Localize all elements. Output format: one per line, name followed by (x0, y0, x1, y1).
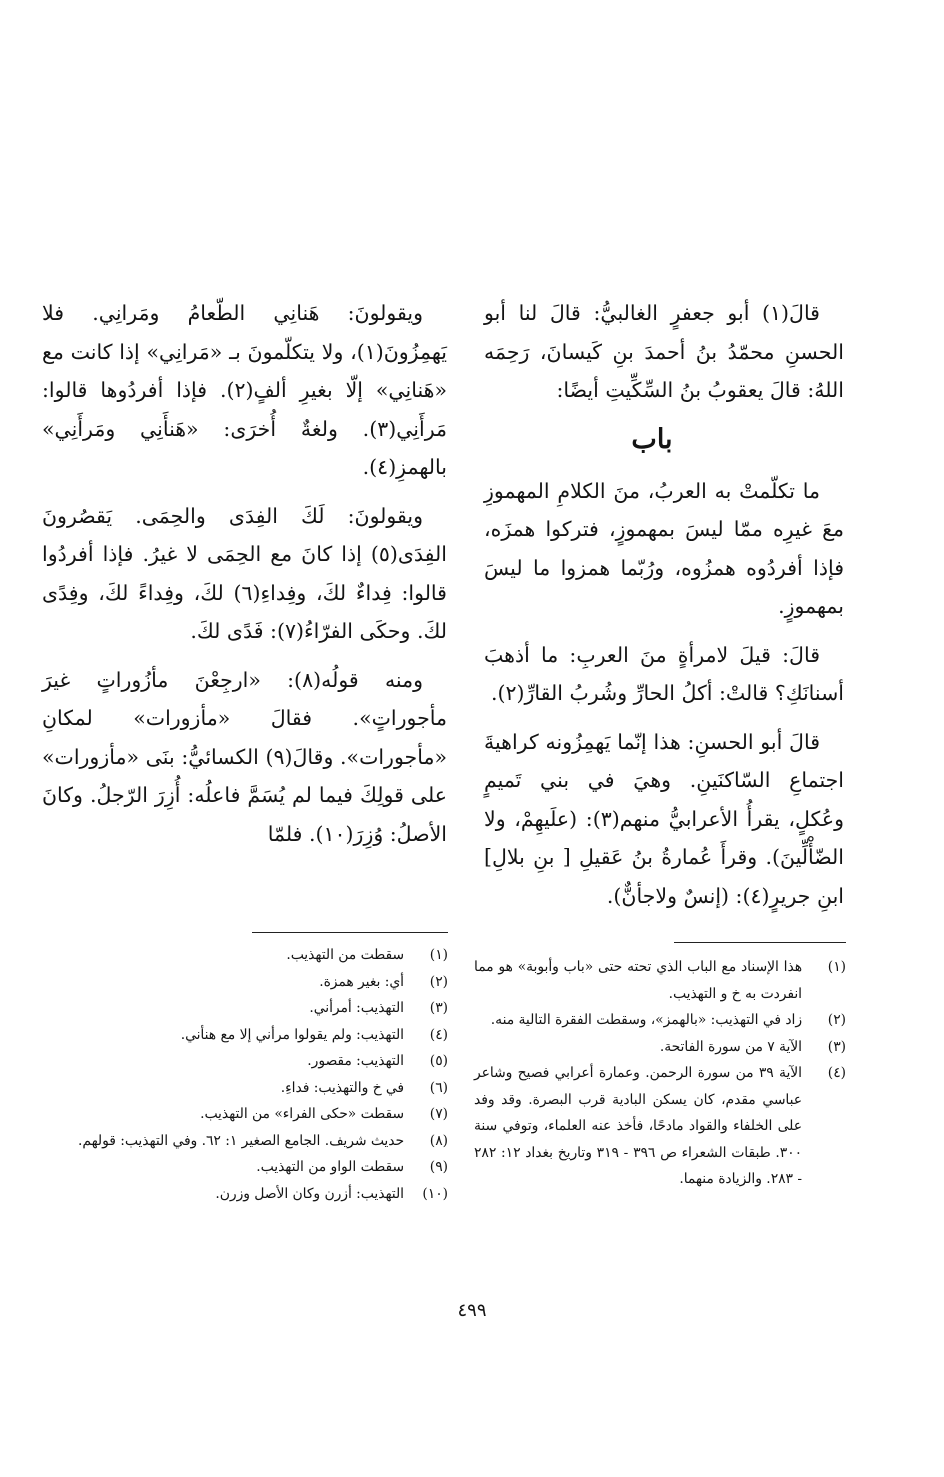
footnote-text: الآية ٧ من سورة الفاتحة. (659, 1038, 802, 1055)
left-column (42, 294, 447, 863)
footnote-divider (674, 942, 846, 943)
footnotes-left (40, 942, 448, 1207)
right-column (484, 294, 844, 925)
footnote (40, 1101, 448, 1128)
footnote (40, 1048, 448, 1075)
footnote-number: (١) (827, 959, 846, 975)
footnote (40, 1128, 448, 1155)
footnote (40, 995, 448, 1022)
footnote-text: في خ والتهذيب: فداءِ. (280, 1079, 404, 1096)
footnote-number: (٤) (827, 1065, 846, 1081)
footnote-text: سقطت من التهذيب. (286, 947, 404, 963)
footnote (40, 969, 448, 996)
footnote (40, 1022, 448, 1049)
footnote-text: التهذيب: أزرن وكان الأصل وزرن. (215, 1185, 404, 1202)
footnote-text: التهذيب: ولم يقولوا مرأني إلا مع هنأني. (180, 1026, 404, 1043)
footnote-number: (١٠) (422, 1185, 448, 1202)
footnote-number: (٤) (429, 1026, 448, 1043)
footnote-divider (252, 932, 448, 933)
footnote-number: (٥) (429, 1053, 448, 1069)
footnote-number: (٩) (429, 1159, 448, 1175)
footnote (40, 1154, 448, 1181)
footnote-text: أي: بغير همزة. (319, 973, 404, 990)
footnote-number: (٨) (429, 1132, 448, 1149)
footnote (474, 1034, 846, 1061)
page-number: ٤٩٩ (457, 1300, 487, 1321)
footnote (40, 1181, 448, 1208)
footnote-number: (٦) (429, 1079, 448, 1096)
paragraph: قالَ أبو الحسنِ: هذا إنّما يَهمِزُونه كراهيةَ اجتماعِ السّاكنَينِ. وهيَ في بني تَميمٍ وعُكلٍ، يقرأُ الأعرابيُّ منهم(٣): (علَيهِمْ، ولا الضّأْلِّينَ). وقرأَ عُمارةُ بنُ عَقيلِ [ بنِ بلالِ] ابنِ جريرٍ(٤): (إنسٌ ولاجأنٌّ). (484, 729, 844, 908)
paragraph: ومنه قولُه(٨): «ارجِعْنَ مأزُوراتٍ غيرَ مأجوراتٍ». فقالَ «مأزورات» لمكانِ «مأجورات». وقالَ(٩) الكسائيُّ: بنَى «مأزورات» على قولِكَ فيما لم يُسَمَّ فاعلُه: أُزِرَ الرّجلُ. وكانَ الأصلُ: وُزِرَ(١٠). فلمّا (42, 667, 447, 846)
footnote-text: حديث شريف. الجامع الصغير ١: ٦٢. وفي التهذيب: قولهم. (78, 1132, 404, 1149)
footnote-number: (٢) (827, 1012, 846, 1028)
footnote (474, 1007, 846, 1034)
footnote-number: (١) (429, 947, 448, 963)
footnote-text: التهذيب: أمرأني. (309, 1000, 404, 1016)
paragraph: ويقولونَ: هَنانِي الطّعامُ ومَرانِي. فلا يَهمِزُونَ(١)، ولا يتكلّمونَ بـ «مَرانِي» إذا كانت مع «هَنانِي» إلّا بغيرِ ألفٍ(٢). فإذا أفردُوها قالوا: مَرأَنِي(٣). ولغةٌ أُخرَى: «هَنأَنِي ومَرأَنِي» بالهمزِ(٤). (42, 301, 448, 479)
intro-paragraph: قالَ(١) أبو جعفرٍ الغالبيُّ: قالَ لنا أبو الحسنِ محمّدُ بنُ أحمدَ بنِ كَيسانَ، رَحِمَه اللهُ: قالَ يعقوبُ بنُ السِّكِّيتِ أيضًا: (484, 301, 844, 402)
footnote (474, 1060, 846, 1193)
paragraph: ويقولونَ: لَكَ الفِدَى والحِمَى. يَقصُرونَ الفِدَى(٥) إذا كانَ مع الحِمَى لا غيرُ. فإذا أفردُوا قالوا: فِداءٌ لكَ، وفِداءِ(٦) لكَ، وفِداءً لكَ، وفِدًى لكَ. وحكَى الفرّاءُ(٧): فَدًى لكَ. (42, 503, 447, 643)
footnote-text: سقطت الواو من التهذيب. (256, 1159, 404, 1175)
footnote-number: (٣) (827, 1038, 846, 1055)
footnote-text: سقطت «حكى الفراء» من التهذيب. (200, 1106, 404, 1122)
footnote-text: التهذيب: مقصور. (307, 1053, 404, 1069)
footnote-text: الآية ٣٩ من سورة الرحمن. وعمارة أعرابي فصيح وشاعر عباسي مقدم، كان يسكن البادية قرب البصرة. وقد وفد على الخلفاء والقواد مادحًا، فأخذ عنه العلماء، وتوفي سنة ٣٠٠. طبقات الشعراء ص ٣٩٦ - ٣١٩ وتاريخ بغداد ١٢: ٢٨٢ - ٢٨٣. والزيادة منهما. (474, 1065, 803, 1187)
section-heading: باب (631, 423, 673, 455)
paragraph: ما تكلّمتْ به العربُ، منَ الكلامِ المهموزِ معَ غيرِه ممّا ليسَ بمهموزٍ، فتركوا همزَه، فإذا أفردُوه همزُوه، ورُبّما همزوا ما ليسَ بمهموزٍ. (484, 478, 844, 618)
footnote-text: زاد في التهذيب: «بالهمز»، وسقطت الفقرة التالية منه. (490, 1012, 802, 1028)
footnote-text: هذا الإسناد مع الباب الذي تحته حتى «باب وأبوبة» هو مما انفردت به خ و التهذيب. (474, 959, 802, 1002)
footnote (40, 1075, 448, 1102)
footnote-number: (٢) (429, 973, 448, 990)
footnote-number: (٧) (429, 1106, 448, 1122)
footnote-number: (٣) (429, 1000, 448, 1016)
footnotes-right (474, 954, 846, 1193)
paragraph: قالَ: قيلَ لامرأةٍ منَ العربِ: ما أذهبَ أسنانَكِ؟ قالتْ: أكلُ الحارِّ وشُربُ القارِّ(٢). (484, 642, 844, 705)
footnote (474, 954, 846, 1007)
footnote (40, 942, 448, 969)
